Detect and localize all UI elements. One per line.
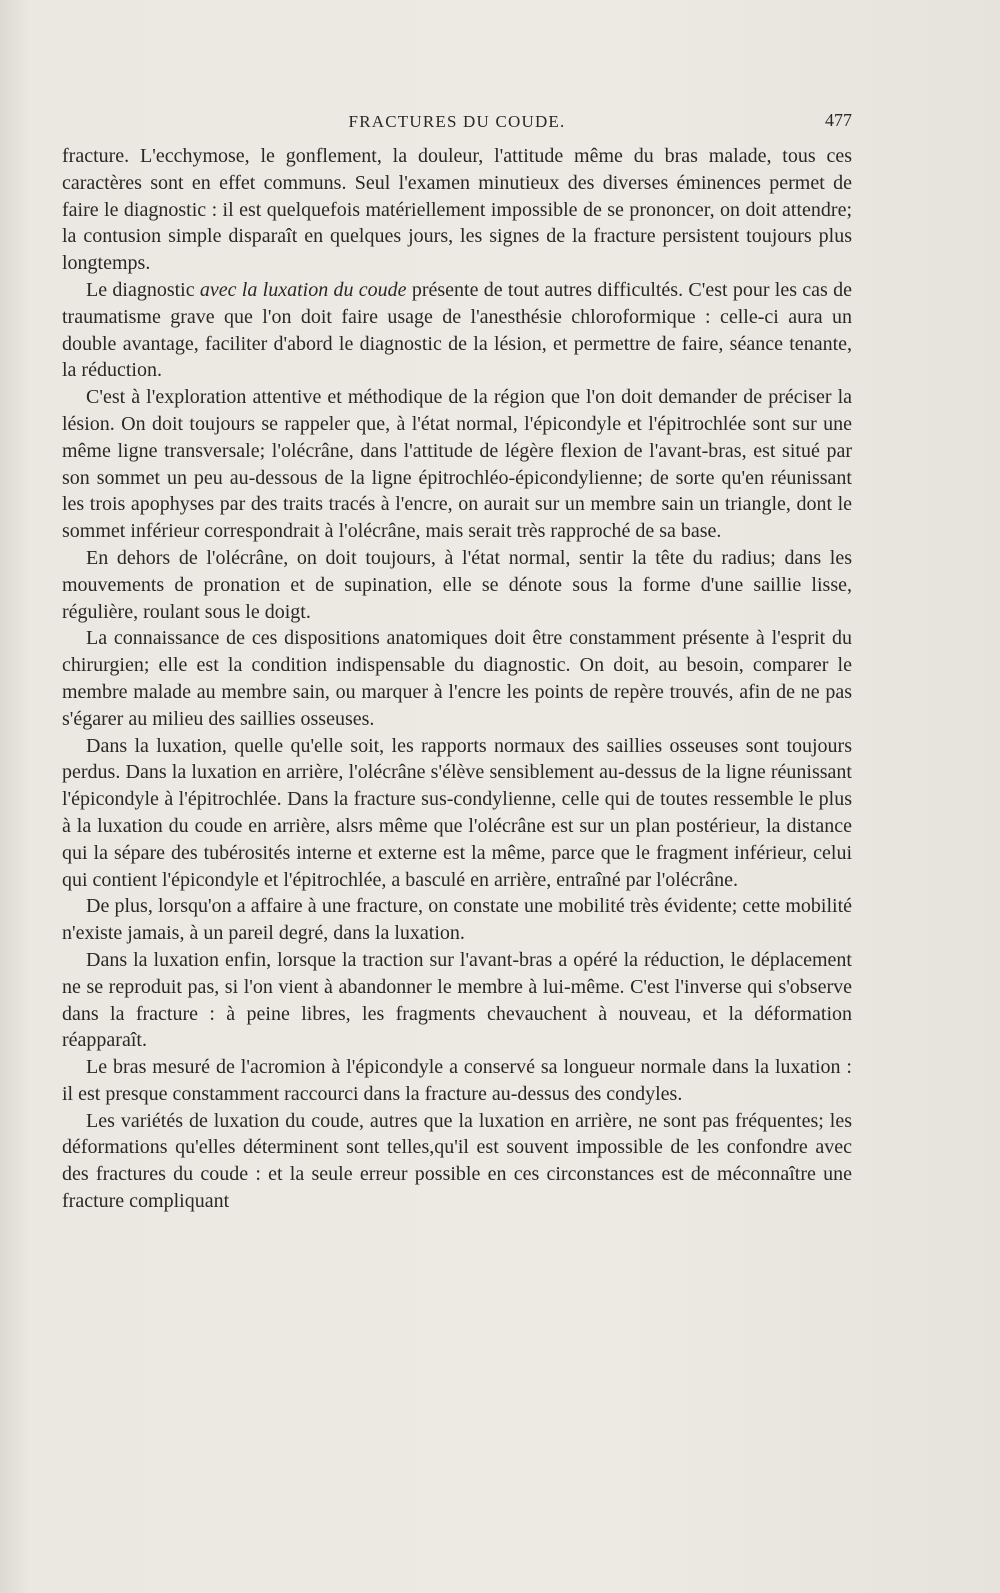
paragraph: Dans la luxation enfin, lorsque la traction sur l'avant-bras a opéré la réduction, le déplacement ne se reproduit pas, si l'on vient à abandonner le membre à lui-même. C'est l'inverse qui s'observe dans la fracture : à peine libres, les fragments chevauchent à nouveau, et la déformation réapparaît. [62,948,852,1052]
paragraph: C'est à l'exploration attentive et méthodique de la région que l'on doit demander de préciser la lésion. On doit toujours se rappeler que, à l'état normal, l'épicondyle et l'épitrochlée sont sur une même ligne transversale; l'olécrâne, dans l'attitude de légère flexion de l'avant-bras, est situé par son sommet un peu au-dessous de la ligne épitrochléo-épicondylienne; de sorte qu'en réunissant les trois apophyses par des traits tracés à l'encre, on aurait sur un membre sain un triangle, dont le sommet inférieur correspondrait à l'olécrâne, mais serait très rapproché de sa base. [62,386,852,543]
page-header [62,108,852,134]
paragraph: La connaissance de ces dispositions anatomiques doit être constamment présente à l'esprit du chirurgien; elle est la condition indispensable du diagnostic. On doit, au besoin, comparer le membre malade au membre sain, ou marquer à l'encre les points de repère trouvés, afin de ne pas s'égarer au milieu des saillies osseuses. [62,627,852,730]
paragraph: De plus, lorsqu'on a affaire à une fracture, on constate une mobilité très évidente; cette mobilité n'existe jamais, à un pareil degré, dans la luxation. [62,895,852,945]
paragraph: Les variétés de luxation du coude, autres que la luxation en arrière, ne sont pas fréquentes; les déformations qu'elles déterminent sont telles,qu'il est souvent impossible de les confondre avec des fractures du coude : et la seule erreur possible en ces circonstances est de méconnaître une fracture compliquant [62,1109,852,1213]
paragraph-text: Le diagnostic [86,278,200,301]
body-text [62,143,852,1215]
paragraph: En dehors de l'olécrâne, on doit toujours, à l'état normal, sentir la tête du radius; dans les mouvements de pronation et de supination, elle se dénote sous la forme d'une saillie lisse, régulière, roulant sous le doigt. [62,546,852,623]
running-title: FRACTURES DU COUDE. [348,112,566,131]
paragraph-text: présente de tout autres difficultés. C'est pour les cas de traumatisme grave que l'on doit faire usage de l'anesthésie chloroformique : celle-ci aura un double avantage, faciliter d'abord le diagnostic de la lésion, et permettre de faire, séance tenante, la réduction. [62,278,852,382]
italic-phrase: avec la luxation du coude [199,278,407,301]
paragraph: Le bras mesuré de l'acromion à l'épicondyle a conservé sa longueur normale dans la luxation : il est presque constamment raccourci dans la fracture au-dessus des condyles. [62,1056,852,1105]
paragraph: fracture. L'ecchymose, le gonflement, la douleur, l'attitude même du bras malade, tous ces caractères sont en effet communs. Seul l'examen minutieux des diverses éminences permet de faire le diagnostic : il est quelquefois matériellement impossible de se prononcer, on doit attendre; la contusion simple disparaît en quelques jours, les signes de la fracture persistent toujours plus longtemps. [62,145,852,275]
paragraph: Dans la luxation, quelle qu'elle soit, les rapports normaux des saillies osseuses sont toujours perdus. Dans la luxation en arrière, l'olécrâne s'élève sensiblement au-dessus de la ligne réunissant l'épicondyle à l'épitrochlée. Dans la fracture sus-condylienne, celle qui de toutes ressemble le plus à la luxation du coude en arrière, alsrs même que l'olécrâne est sur un plan postérieur, la distance qui la sépare des tubérosités interne et externe est la même, parce que le fragment inférieur, celui qui contient l'épicondyle et l'épitrochlée, a basculé en arrière, entraîné par l'olécrâne. [62,734,852,891]
page-number: 477 [825,110,852,130]
paragraph-diagnostic-luxation [62,277,852,384]
